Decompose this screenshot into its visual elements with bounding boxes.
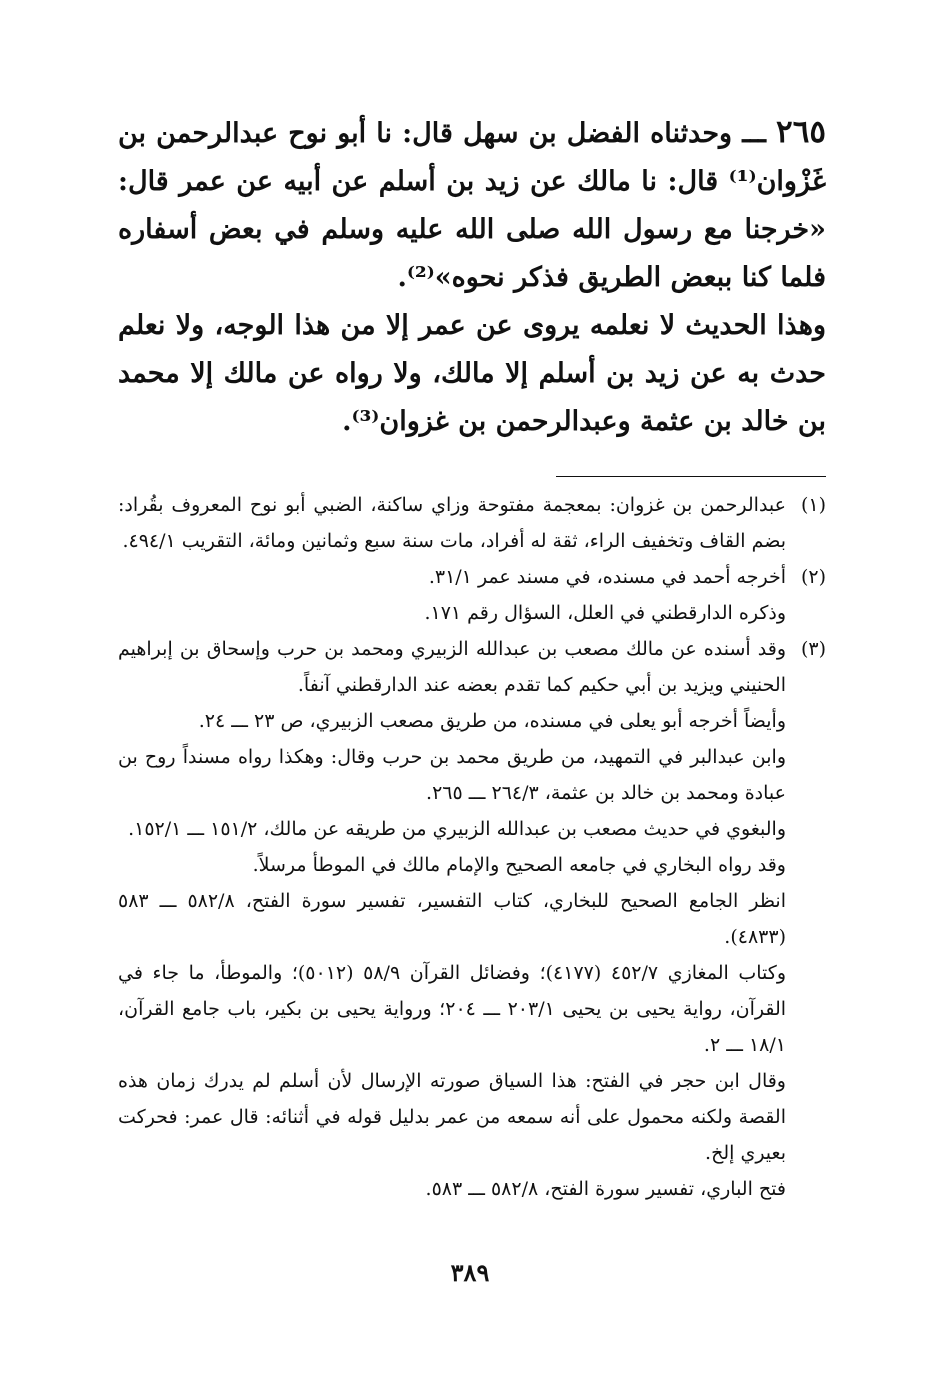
footnote-body (118, 487, 786, 559)
hadith-number: ٢٦٥ (776, 114, 826, 150)
footnote-line: وذكره الدارقطني في العلل، السؤال رقم ١٧١. (424, 602, 786, 624)
hadith-paragraph (118, 108, 826, 302)
footnote-line: وقال ابن حجر في الفتح: هذا السياق صورته الإرسال لأن أسلم لم يدرك زمان هذه القصة ولكنه محمول على أنه سمعه من عمر بدليل قوله في أثنائه: قال عمر: فحركت بعيري إلخ. (118, 1070, 786, 1164)
footnotes (118, 487, 826, 1207)
footnote-line: وقد أسنده عن مالك مصعب بن عبدالله الزبيري ومحمد بن حرب وإسحاق بن إبراهيم الحنيني ويزيد بن أبي حكيم كما تقدم بعضه عند الدارقطني آنفاً. (118, 638, 786, 696)
main-text (118, 108, 826, 446)
footnote-marker: (١) (800, 494, 826, 516)
hadith-dash: ـــ (732, 118, 777, 149)
footnote-1 (118, 487, 826, 559)
footnote-line: أخرجه أحمد في مسنده، في مسند عمر ٣١/١. (428, 566, 786, 588)
footnote-2 (118, 559, 826, 631)
footnote-line: فتح الباري، تفسير سورة الفتح، ٥٨٢/٨ ـــ ٥٨٣. (425, 1178, 786, 1200)
page-content (118, 108, 826, 1207)
footnote-line: انظر الجامع الصحيح للبخاري، كتاب التفسير، تفسير سورة الفتح، ٥٨٢/٨ ـــ ٥٨٣ (٤٨٣٣). (118, 890, 786, 948)
footnote-divider (556, 476, 826, 477)
footnote-line: وابن عبدالبر في التمهيد، من طريق محمد بن حرب وقال: وهكذا رواه مسنداً روح بن عبادة ومحمد بن خالد بن عثمة، ٢٦٤/٣ ـــ ٢٦٥. (118, 746, 786, 804)
footnote-3 (118, 631, 826, 1207)
footnote-line: وكتاب المغازي ٤٥٢/٧ (٤١٧٧)؛ وفضائل القرآن ٥٨/٩ (٥٠١٢)؛ والموطأ، ما جاء في القرآن، رواية يحيى بن يحيى ٢٠٣/١ ـــ ٢٠٤؛ ورواية يحيى بن بكير، باب جامع القرآن، ١٨/١ ـــ ٢. (118, 962, 787, 1056)
footnote-line: وأيضاً أخرجه أبو يعلى في مسنده، من طريق مصعب الزبيري، ص ٢٣ ـــ ٢٤. (198, 710, 786, 732)
footnote-line: وقد رواه البخاري في جامعه الصحيح والإمام مالك في الموطأ مرسلاً. (252, 854, 786, 876)
page-number: ٣٨٩ (450, 1258, 490, 1287)
footnote-line: والبغوي في حديث مصعب بن عبدالله الزبيري من طريقه عن مالك، ١٥١/٢ ـــ ١٥٢/١. (128, 818, 786, 840)
footnote-body (118, 631, 786, 1207)
footnote-marker: (٢) (800, 566, 826, 588)
footnote-marker: (٣) (800, 638, 826, 660)
footnote-line: عبدالرحمن بن غزوان: بمعجمة مفتوحة وزاي ساكنة، الضبي أبو نوح المعروف بقُراد: بضم القاف وتخفيف الراء، ثقة له أفراد، مات سنة سبع وثمانين ومائة، التقريب ٤٩٤/١. (118, 494, 786, 552)
footnote-body (118, 559, 786, 631)
commentary-paragraph: وهذا الحديث لا نعلمه يروى عن عمر إلا من هذا الوجه، ولا نعلم حدث به عن زيد بن أسلم إلا مالك، ولا رواه عن مالك إلا محمد بن خالد بن عثمة وعبدالرحمن بن غزوان⁽³⁾. (118, 310, 826, 437)
hadith-text: وحدثناه الفضل بن سهل قال: نا أبو نوح عبدالرحمن بن غَزْوان⁽¹⁾ قال: نا مالك عن زيد بن أسلم عن أبيه عن عمر قال: «خرجنا مع رسول الله صلى الله عليه وسلم في بعض أسفاره فلما كنا ببعض الطريق فذكر نحوه»⁽²⁾. (118, 118, 826, 293)
